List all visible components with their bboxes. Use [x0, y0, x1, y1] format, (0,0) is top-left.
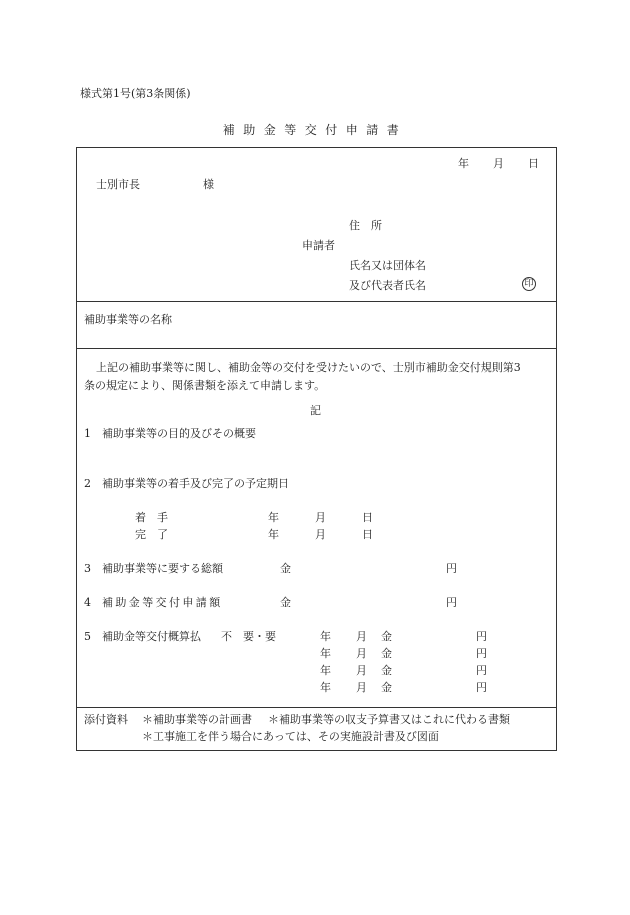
ki-mark: 記	[310, 404, 321, 417]
item-4-label: 補助金等交付申請額	[102, 596, 223, 609]
installment-4-yen: 円	[476, 681, 487, 694]
installment-4-month: 月	[356, 681, 367, 694]
installment-1-kin: 金	[381, 630, 392, 643]
item-3-number: 3	[84, 562, 91, 575]
installment-3-yen: 円	[476, 664, 487, 677]
address-label: 住 所	[349, 219, 382, 232]
item-5-label: 補助金等交付概算払	[102, 630, 201, 643]
installment-1-yen: 円	[476, 630, 487, 643]
applicant-label: 申請者	[302, 239, 335, 252]
installment-1-year: 年	[320, 630, 331, 643]
installment-2-kin: 金	[381, 647, 392, 660]
section-divider-1	[76, 301, 557, 302]
attachments-label: 添付資料	[84, 713, 128, 726]
date-day: 日	[528, 157, 539, 170]
installment-3-month: 月	[356, 664, 367, 677]
item-1-number: 1	[84, 427, 91, 440]
start-month: 月	[315, 511, 326, 524]
attachment-1: ＊補助事業等の計画書	[142, 713, 252, 726]
start-label: 着 手	[135, 511, 168, 524]
item-1-label: 補助事業等の目的及びその概要	[102, 427, 256, 440]
seal-mark: 印	[522, 277, 536, 291]
item-2-label: 補助事業等の着手及び完了の予定期日	[102, 477, 289, 490]
installment-3-kin: 金	[381, 664, 392, 677]
statement-line-1: 上記の補助事業等に関し、補助金等の交付を受けたいので、士別市補助金交付規則第3	[96, 361, 521, 374]
installment-1-month: 月	[356, 630, 367, 643]
section-divider-2	[76, 348, 557, 349]
date-year: 年	[458, 157, 469, 170]
item-3-kin: 金	[280, 562, 291, 575]
item-4-number: 4	[84, 596, 91, 609]
end-day: 日	[362, 528, 373, 541]
project-name-label: 補助事業等の名称	[84, 313, 172, 326]
name-label: 氏名又は団体名	[349, 259, 426, 272]
item-3-label: 補助事業等に要する総額	[102, 562, 223, 575]
statement-line-2: 条の規定により、関係書類を添えて申請します。	[84, 379, 326, 392]
attachment-2: ＊補助事業等の収支予算書又はこれに代わる書類	[268, 713, 510, 726]
item-5-choice: 不 要・要	[221, 630, 276, 643]
item-4-yen: 円	[446, 596, 457, 609]
form-frame	[76, 147, 557, 751]
end-year: 年	[268, 528, 279, 541]
section-divider-3	[76, 707, 557, 708]
addressee-name: 士別市長	[96, 178, 140, 191]
representative-label: 及び代表者氏名	[349, 279, 426, 292]
installment-2-yen: 円	[476, 647, 487, 660]
installment-4-kin: 金	[381, 681, 392, 694]
date-month: 月	[493, 157, 504, 170]
installment-4-year: 年	[320, 681, 331, 694]
item-2-number: 2	[84, 477, 91, 490]
form-number: 様式第1号(第3条関係)	[80, 87, 191, 100]
attachment-3: ＊工事施工を伴う場合にあっては、その実施設計書及び図面	[142, 730, 439, 743]
end-month: 月	[315, 528, 326, 541]
end-label: 完 了	[135, 528, 168, 541]
start-day: 日	[362, 511, 373, 524]
installment-2-year: 年	[320, 647, 331, 660]
item-3-yen: 円	[446, 562, 457, 575]
addressee-suffix: 様	[203, 178, 214, 191]
document-title: 補助金等交付申請書	[222, 123, 408, 137]
installment-3-year: 年	[320, 664, 331, 677]
installment-2-month: 月	[356, 647, 367, 660]
item-5-number: 5	[84, 630, 91, 643]
start-year: 年	[268, 511, 279, 524]
item-4-kin: 金	[280, 596, 291, 609]
